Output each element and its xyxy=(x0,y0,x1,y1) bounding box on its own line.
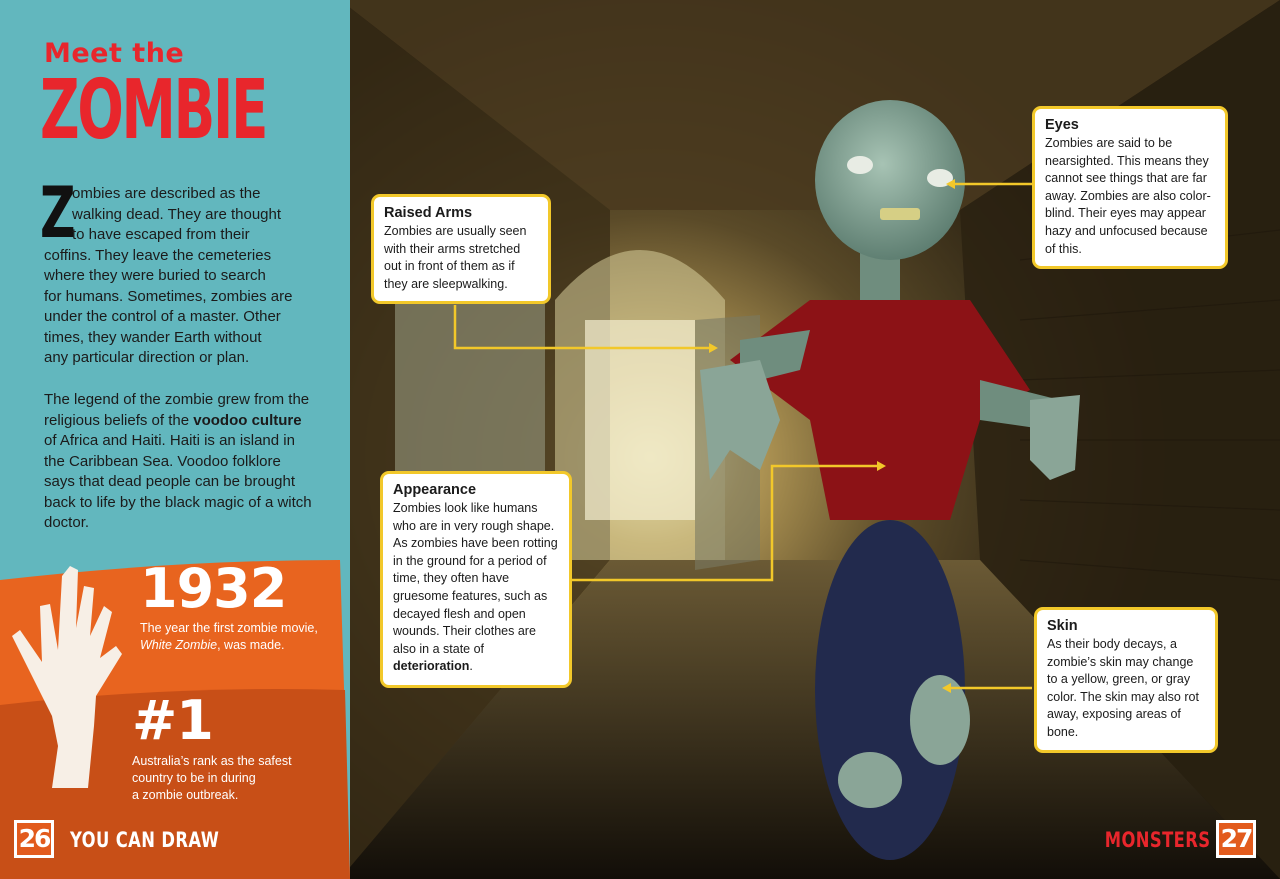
headline-kicker: Meet the xyxy=(44,38,185,69)
legend-text-end: of Africa and Haiti. Haiti is an island in the Caribbean Sea. Voodoo folklore says that dead people can be brought back to life by the black magic of a witch doctor. xyxy=(44,432,312,531)
legend-bold-term: voodoo culture xyxy=(193,411,302,429)
callout-skin xyxy=(1034,607,1218,753)
fact-rank: #1 xyxy=(132,689,213,752)
fact-rank-caption: Australia’s rank as the safest country to be in during a zombie outbreak. xyxy=(132,754,292,802)
callout-raised-arms xyxy=(371,194,551,304)
callout-title: Raised Arms xyxy=(384,205,473,221)
callout-text: Zombies are said to be nearsighted. This means they cannot see things that are far away. Zombies are also color-blind. Their eyes may appear hazy and unfocused because of this. xyxy=(1045,136,1211,256)
callout-eyes xyxy=(1032,106,1228,269)
text-line: times, they wander Earth without xyxy=(44,328,262,346)
callout-bold-term: deterioration xyxy=(393,659,470,674)
callout-text: As their body decays, a zombie’s skin may change to a yellow, green, or gray color. The skin may also rot away, exposing areas of bone. xyxy=(1047,637,1199,739)
text-line: where they were buried to search xyxy=(44,267,266,284)
text-line: under the control of a master. Other xyxy=(44,308,281,325)
callout-text: Zombies look like humans who are in very rough shape. As zombies have been rotting in the ground for a period of time, they often have gruesome features, such as decayed flesh and open wounds. Their clothes are also in a state of xyxy=(393,501,558,656)
fact-year: 1932 xyxy=(140,557,287,620)
callout-title: Eyes xyxy=(1045,117,1079,133)
text-line: coffins. They leave the cemeteries xyxy=(44,246,272,264)
legend-paragraph xyxy=(44,390,314,534)
callout-appearance: Appearance Zombies look like humans who are in very rough shape. As zombies have been rotting in the ground for a period of time, they often have gruesome features, such as decayed flesh and open wounds. Their clothes are also in a state of deterioration. xyxy=(380,471,572,688)
section-label-left: YOU CAN DRAW xyxy=(70,828,220,852)
drop-cap: Z xyxy=(40,172,76,254)
callout-title: Appearance xyxy=(393,482,477,498)
text-line: ombies are described as the xyxy=(72,185,261,202)
page-number-right: 27 xyxy=(1216,820,1256,858)
intro-paragraph xyxy=(44,184,324,369)
page-title: ZOMBIE xyxy=(40,63,267,158)
section-label-right: MONSTERS xyxy=(1104,828,1210,852)
page-number-left: 26 xyxy=(14,820,54,858)
text-line: to have escaped from their xyxy=(72,226,250,243)
text-line: for humans. Sometimes, zombies are xyxy=(44,287,293,305)
legend-text: The legend of the zombie grew from the religious beliefs of the xyxy=(44,391,310,429)
zombie-hand-icon xyxy=(12,566,132,788)
callout-title: Skin xyxy=(1047,618,1078,634)
text-line: walking dead. They are thought xyxy=(72,205,282,223)
callout-text: Zombies are usually seen with their arms stretched out in front of them as if they are sleepwalking. xyxy=(384,224,527,291)
fact-year-caption: The year the first zombie movie, White Zombie, was made. xyxy=(140,621,318,652)
text-line: any particular direction or plan. xyxy=(44,349,250,366)
